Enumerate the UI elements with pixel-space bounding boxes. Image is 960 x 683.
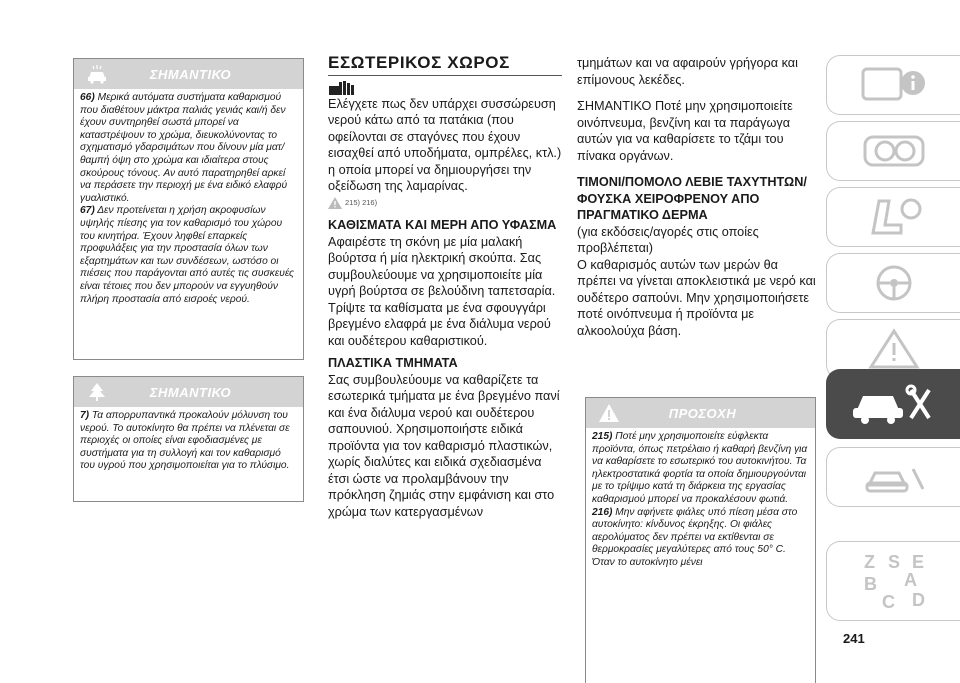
interior-paragraph: Ελέγχετε πως δεν υπάρχει συσσώρευση νερού κάτω από τα πατάκια (που οφείλονται σε σταγόνες που έχουν εισαχθεί από υποδήματα, ομπρέλες, κτλ.) η οποία μπορεί να δημιουργήσει την οξείδωση της λαμαρίνας.: [328, 96, 562, 193]
svg-text:Z: Z: [863, 552, 875, 572]
tab-technical-data[interactable]: [826, 447, 960, 507]
important-note-2: [73, 376, 304, 502]
note-item-67: 67) Δεν προτείνεται η χρήση ακροφυσίων υψηλής πίεσης για τον καθαρισμό του χώρου του κινητήρα. Έχουν ληφθεί επαρκείς προφυλάξεις για την προστασία όλων των εξαρτημάτων και των συνδέσεων, ωστόσο οι πιέσεις που παράγονται από αυτές τις συσκευές είναι τέτοιες που δεν μπορούν να εγγυηθούν πλήρη προστασία από εισροές νερού.: [80, 205, 294, 305]
important-paragraph: ΣΗΜΑΝΤΙΚΟ Ποτέ μην χρησιμοποιείτε οινόπνευμα, βενζίνη και τα παράγωγα αυτών για να καθαρίσετε το τζάμι του πίνακα οργάνων.: [577, 99, 793, 163]
warning-icon: [859, 327, 929, 371]
note-title: ΣΗΜΑΝΤΙΚΟ: [149, 66, 232, 82]
info-icon: [859, 63, 929, 107]
steering-wheel-icon: [859, 261, 929, 305]
section-title: ΕΣΩΤΕΡΙΚΟΣ ΧΩΡΟΣ: [328, 53, 510, 72]
warning-references: 215) 216): [328, 195, 562, 212]
svg-text:B: B: [863, 574, 877, 594]
environment-tree-icon: [86, 382, 108, 402]
warning-icon: [328, 197, 342, 209]
interior-section: [318, 55, 562, 520]
tab-safety[interactable]: [826, 187, 960, 247]
note-item-66: 66) Μερικά αυτόματα συστήματα καθαρισμού που διαθέτουν μάκτρα παλιάς γενιάς και/ή δεν έχουν συντηρηθεί σωστά μπορεί να καταστρέψουν το χρώμα, διευκολύνοντας το σχηματισμό γδαρσιμάτων που δίνουν μία ματ/θαμπή όψη στο χρώμα και ιδιαίτερα στους σκούρους τόνους. Αν αυτό παρατηρηθεί αρκεί να περάσετε την περιοχή με ένα ειδικό ελαφρύ γυαλιστικό.: [80, 92, 288, 204]
dashboard-gauge-icon: [859, 129, 929, 173]
tab-driving[interactable]: [826, 253, 960, 313]
svg-text:C: C: [881, 592, 895, 612]
leather-section: [577, 55, 817, 339]
caution-item-216: 216) Μην αφήνετε φιάλες υπό πίεση μέσα στο αυτοκίνητο: κίνδυνος έκρηξης. Οι φιάλες αερολύματος δεν πρέπει να εκτίθενται σε θερμοκρασίες μεγαλύτερες από τους 50° C. Όταν το αυτοκίνητο μένει: [592, 506, 798, 568]
index-letters-icon: [854, 546, 934, 616]
car-wrench-icon: [849, 380, 939, 428]
leather-paragraph: Ο καθαρισμός αυτών των μερών θα πρέπει να γίνεται αποκλειστικά με νερό και ουδέτερο σαπούνι. Μην χρησιμοποιήσετε ποτέ οινόπνευμα ή προϊόντα με αλκοολούχα βάση.: [577, 257, 816, 338]
svg-text:D: D: [911, 590, 925, 610]
car-wash-icon: [86, 64, 108, 84]
seats-heading: ΚΑΘΙΣΜΑΤΑ ΚΑΙ ΜΕΡΗ ΑΠΟ ΥΦΑΣΜΑ: [328, 218, 557, 232]
note-header: [586, 398, 815, 428]
svg-text:E: E: [911, 552, 924, 572]
plastics-paragraph: Σας συμβουλεύουμε να καθαρίζετε τα εσωτερικά τμήματα με ένα βρεγμένο πανί και ένα διάλυμα νερού και ουδέτερου σαπουνιού. Χρησιμοποιήστε ειδικά προϊόντα για τον καθαρισμό πλαστικών, χωρίς διαλύτες και ειδικά σχεδιασμένα έτσι ώστε να προλαμβάνουν την πρόκληση ζημιάς στην εμφάνιση και στο χρώμα των κατεργασμένων: [328, 372, 560, 519]
caution-note: [585, 397, 816, 683]
leather-applicability: (για εκδόσεις/αγορές στις οποίες προβλέπεται): [577, 224, 759, 255]
svg-text:S: S: [887, 552, 900, 572]
caution-item-215: 215) Ποτέ μην χρησιμοποιείτε εύφλεκτα προϊόντα, όπως πετρέλαιο ή καθαρή βενζίνη για να καθαρίσετε το εσωτερικό του αυτοκινήτου. Τα ηλεκτροστατικά φορτία τα οποία δημιουργούνται με το τρίψιμο κατά τη διάρκεια της εργασίας καθαρισμού μπορεί να προκαλέσουν φωτιά.: [592, 431, 808, 505]
page-number: 241: [843, 631, 865, 646]
note-title: ΠΡΟΣΟΧΗ: [668, 405, 737, 421]
plastics-heading: ΠΛΑΣΤΙΚΑ ΤΜΗΜΑΤΑ: [328, 356, 458, 370]
tab-index[interactable]: [826, 541, 960, 621]
airbag-seat-icon: [859, 195, 929, 239]
note-title: ΣΗΜΑΝΤΙΚΟ: [149, 384, 232, 400]
svg-text:A: A: [903, 570, 917, 590]
car-keys-icon: [859, 455, 929, 499]
leather-heading: ΤΙΜΟΝΙ/ΠΟΜΟΛΟ ΛΕΒΙΕ ΤΑΧΥΤΗΤΩΝ/ΦΟΥΣΚΑ ΧΕΙΡΟΦΡΕΝΟΥ ΑΠΟ ΠΡΑΓΜΑΤΙΚΟ ΔΕΡΜΑ: [577, 175, 807, 222]
important-note-1: [73, 58, 304, 360]
hand-pointer-icon: [328, 80, 358, 96]
note-header: [74, 59, 303, 89]
seats-paragraph-1: Αφαιρέστε τη σκόνη με μία μαλακή βούρτσα ή μία ηλεκτρική σκούπα. Σας συμβουλεύουμε να χρησιμοποιείτε μία υγρή βούρτσα σε βελούδινη ταπετσαρία.: [328, 234, 556, 298]
continued-paragraph: τμημάτων και να αφαιρούν γρήγορα και επίμονους λεκέδες.: [577, 56, 798, 87]
warning-icon: [598, 403, 620, 423]
seats-paragraph-2: Τρίψτε τα καθίσματα με ένα σφουγγάρι βρεγμένο ελαφρά με ένα διάλυμα νερού και ουδέτερου καθαριστικού.: [328, 300, 551, 348]
tab-maintenance[interactable]: [826, 369, 960, 439]
note-header: [74, 377, 303, 407]
note-item-7: 7) Τα απορρυπαντικά προκαλούν μόλυνση του νερού. Το αυτοκίνητο θα πρέπει να πλένεται σε περιοχές οι οποίες είναι εφοδιασμένες με συστήματα για τη συλλογή και τον καθαρισμό του υγρού που χρησιμοποιείται για το πλύσιμο.: [80, 410, 290, 472]
tab-dashboard[interactable]: [826, 121, 960, 181]
title-divider: [328, 75, 562, 76]
tab-info[interactable]: [826, 55, 960, 115]
